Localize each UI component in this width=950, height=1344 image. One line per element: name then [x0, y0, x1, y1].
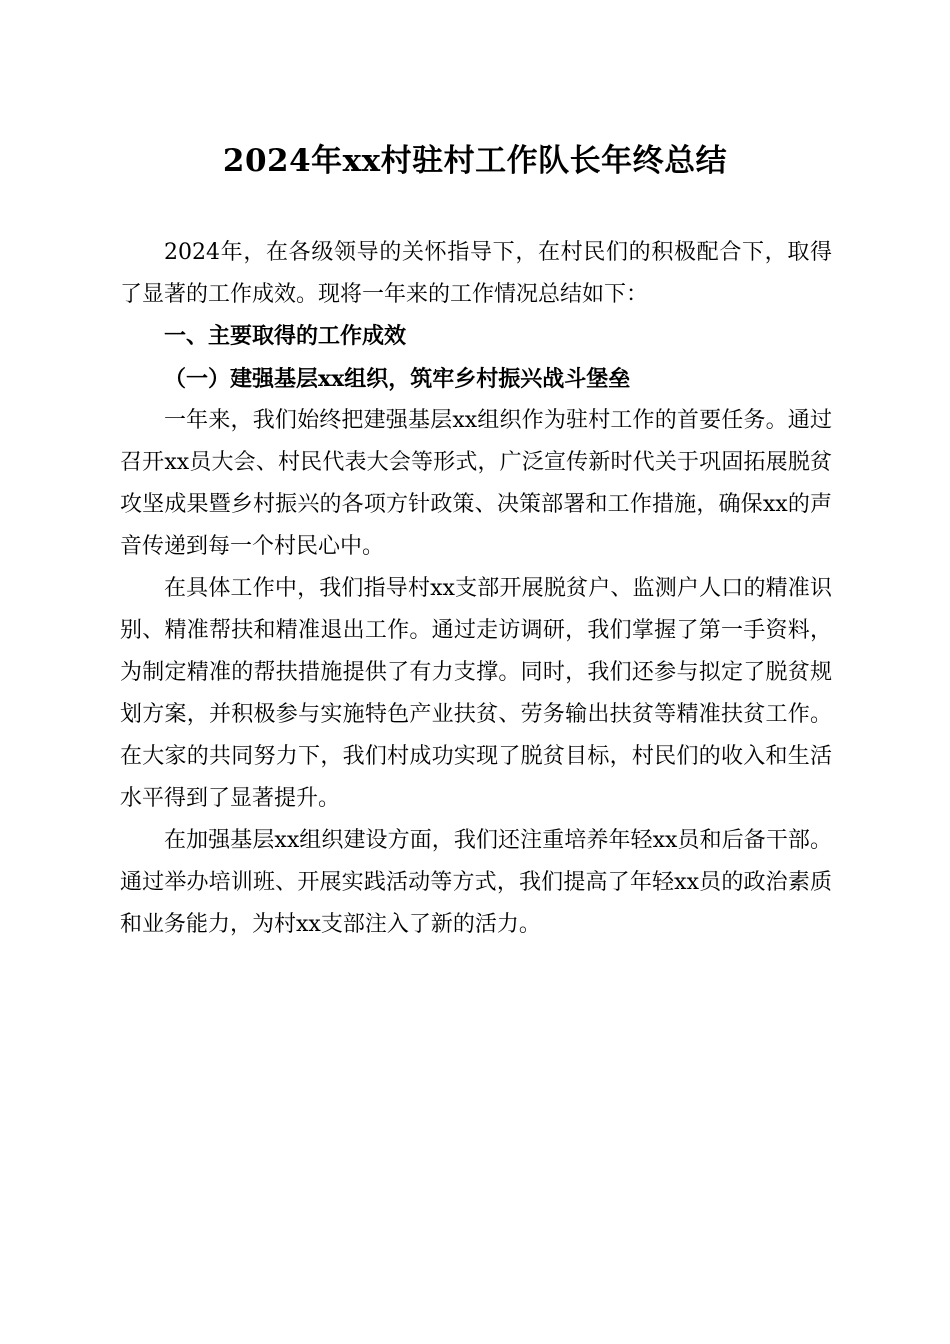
subsection-heading-1: （一）建强基层xx组织，筑牢乡村振兴战斗堡垒	[164, 366, 631, 392]
document-title: 2024年xx村驻村工作队长年终总结	[222, 143, 728, 179]
body-paragraph-1: 一年来，我们始终把建强基层xx组织作为驻村工作的首要任务。通过召开xx员大会、村民代表大会等形式，广泛宣传新时代关于巩固拓展脱贫攻坚成果暨乡村振兴的各项方针政策、决策部署和工作措施，确保xx的声音传递到每一个村民心中。	[120, 408, 832, 559]
body-paragraph-3: 在加强基层xx组织建设方面，我们还注重培养年轻xx员和后备干部。通过举办培训班、开展实践活动等方式，我们提高了年轻xx员的政治素质和业务能力，为村xx支部注入了新的活力。	[120, 828, 832, 937]
section-heading-1: 一、主要取得的工作成效	[164, 324, 407, 349]
document-body	[120, 232, 832, 946]
body-paragraph-2: 在具体工作中，我们指导村xx支部开展脱贫户、监测户人口的精准识别、精准帮扶和精准退出工作。通过走访调研，我们掌握了第一手资料，为制定精准的帮扶措施提供了有力支撑。同时，我们还参与拟定了脱贫规划方案，并积极参与实施特色产业扶贫、劳务输出扶贫等精准扶贫工作。在大家的共同努力下，我们村成功实现了脱贫目标，村民们的收入和生活水平得到了显著提升。	[120, 576, 832, 811]
intro-paragraph: 2024年，在各级领导的关怀指导下，在村民们的积极配合下，取得了显著的工作成效。现将一年来的工作情况总结如下：	[120, 240, 832, 307]
